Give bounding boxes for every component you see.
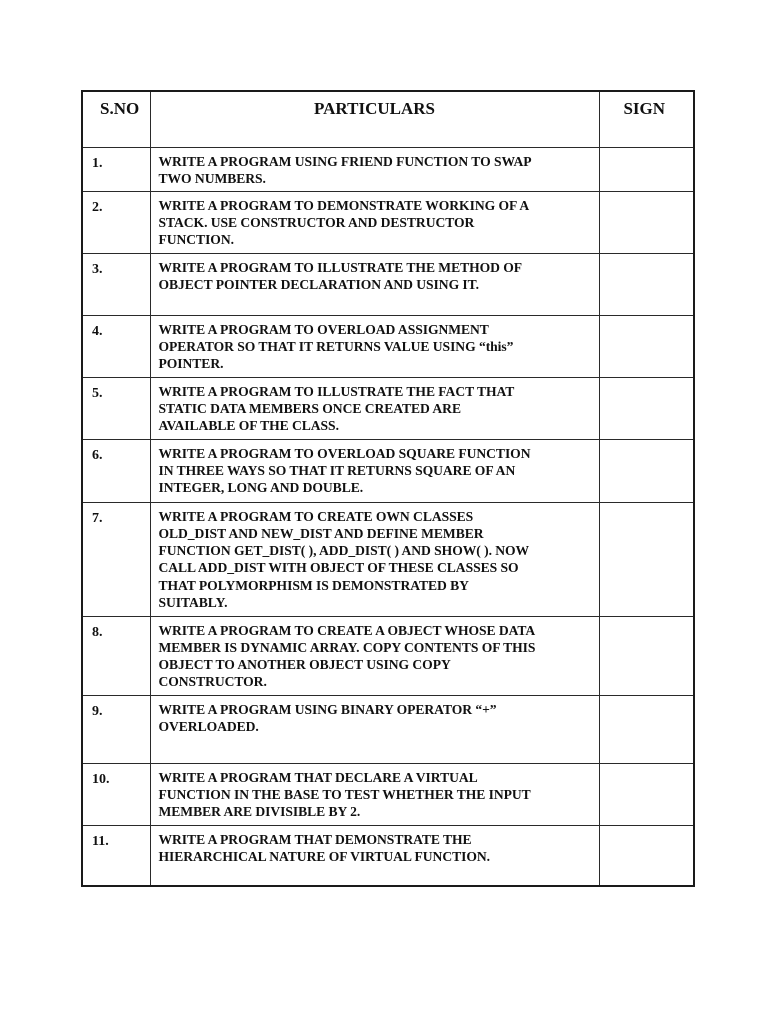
particulars-line: OBJECT POINTER DECLARATION AND USING IT. <box>158 276 480 292</box>
particulars-line: WRITE A PROGRAM USING BINARY OPERATOR “+” <box>158 701 497 717</box>
particulars-line: WRITE A PROGRAM USING FRIEND FUNCTION TO SWAP <box>158 153 532 169</box>
particulars-line: WRITE A PROGRAM TO ILLUSTRATE THE FACT THAT <box>158 383 515 399</box>
program-index-table <box>83 92 693 885</box>
row-particulars <box>150 439 599 502</box>
row-sno: 11. <box>83 825 150 885</box>
row-sign-cell <box>599 253 693 315</box>
particulars-line: WRITE A PROGRAM TO DEMONSTRATE WORKING OF A <box>158 197 530 213</box>
particulars-line: SUITABLY. <box>158 594 228 610</box>
particulars-line: OVERLOADED. <box>158 718 259 734</box>
row-particulars <box>150 502 599 616</box>
row-particulars <box>150 315 599 377</box>
table-row <box>83 377 693 439</box>
particulars-line: WRITE A PROGRAM THAT DECLARE A VIRTUAL <box>158 769 478 785</box>
row-particulars <box>150 825 599 885</box>
row-sign-cell <box>599 147 693 191</box>
row-sno: 10. <box>83 763 150 825</box>
particulars-line: OBJECT TO ANOTHER OBJECT USING COPY <box>158 657 451 673</box>
row-sno: 8. <box>83 616 150 695</box>
row-sign-cell <box>599 695 693 763</box>
particulars-line: TWO NUMBERS. <box>158 170 266 186</box>
row-sno: 5. <box>83 377 150 439</box>
row-sno: 7. <box>83 502 150 616</box>
particulars-line: MEMBER IS DYNAMIC ARRAY. COPY CONTENTS OF THIS <box>158 639 536 655</box>
table-row <box>83 439 693 502</box>
particulars-line: WRITE A PROGRAM TO CREATE OWN CLASSES <box>158 508 474 524</box>
table-row <box>83 825 693 885</box>
table-row <box>83 695 693 763</box>
row-sno: 3. <box>83 253 150 315</box>
table-row <box>83 253 693 315</box>
particulars-line: WRITE A PROGRAM TO CREATE A OBJECT WHOSE DATA <box>158 622 536 638</box>
row-particulars <box>150 147 599 191</box>
row-sign-cell <box>599 439 693 502</box>
particulars-line: INTEGER, LONG AND DOUBLE. <box>158 480 364 496</box>
table-row <box>83 502 693 616</box>
row-particulars <box>150 191 599 253</box>
particulars-line: WRITE A PROGRAM TO OVERLOAD SQUARE FUNCTION <box>158 445 531 461</box>
row-sign-cell <box>599 825 693 885</box>
row-sign-cell <box>599 191 693 253</box>
row-sno: 2. <box>83 191 150 253</box>
row-particulars <box>150 695 599 763</box>
table-row <box>83 616 693 695</box>
particulars-line: OLD_DIST AND NEW_DIST AND DEFINE MEMBER <box>158 525 484 541</box>
row-sno: 1. <box>83 147 150 191</box>
table-row <box>83 191 693 253</box>
particulars-line: STACK. USE CONSTRUCTOR AND DESTRUCTOR <box>158 214 475 230</box>
row-sno: 6. <box>83 439 150 502</box>
header-sno: S.NO <box>83 92 150 147</box>
table-row <box>83 147 693 191</box>
table-header-row <box>83 92 693 147</box>
particulars-line: FUNCTION GET_DIST( ), ADD_DIST( ) AND SHOW( ). NOW <box>158 543 530 559</box>
particulars-line: WRITE A PROGRAM TO OVERLOAD ASSIGNMENT <box>158 321 489 337</box>
particulars-line: AVAILABLE OF THE CLASS. <box>158 418 339 434</box>
row-sno: 9. <box>83 695 150 763</box>
table-row <box>83 763 693 825</box>
particulars-line: CONSTRUCTOR. <box>158 674 267 690</box>
particulars-line: MEMBER ARE DIVISIBLE BY 2. <box>158 804 361 820</box>
particulars-line: CALL ADD_DIST WITH OBJECT OF THESE CLASSES SO <box>158 560 519 576</box>
row-sign-cell <box>599 616 693 695</box>
header-particulars: PARTICULARS <box>150 92 599 147</box>
particulars-line: STATIC DATA MEMBERS ONCE CREATED ARE <box>158 400 461 416</box>
row-particulars <box>150 377 599 439</box>
row-sign-cell <box>599 763 693 825</box>
row-sno: 4. <box>83 315 150 377</box>
row-particulars <box>150 253 599 315</box>
particulars-line: POINTER. <box>158 356 224 372</box>
particulars-line: HIERARCHICAL NATURE OF VIRTUAL FUNCTION. <box>158 848 490 864</box>
particulars-line: WRITE A PROGRAM TO ILLUSTRATE THE METHOD OF <box>158 259 523 275</box>
row-particulars <box>150 616 599 695</box>
row-particulars <box>150 763 599 825</box>
row-sign-cell <box>599 502 693 616</box>
program-index-sheet <box>81 90 695 887</box>
row-sign-cell <box>599 377 693 439</box>
particulars-line: IN THREE WAYS SO THAT IT RETURNS SQUARE OF AN <box>158 462 516 478</box>
table-row <box>83 315 693 377</box>
row-sign-cell <box>599 315 693 377</box>
particulars-line: FUNCTION. <box>158 232 234 248</box>
particulars-line: WRITE A PROGRAM THAT DEMONSTRATE THE <box>158 831 472 847</box>
particulars-line: THAT POLYMORPHISM IS DEMONSTRATED BY <box>158 577 469 593</box>
header-sign: SIGN <box>599 92 693 147</box>
particulars-line: OPERATOR SO THAT IT RETURNS VALUE USING “this” <box>158 338 514 354</box>
particulars-line: FUNCTION IN THE BASE TO TEST WHETHER THE INPUT <box>158 786 531 802</box>
